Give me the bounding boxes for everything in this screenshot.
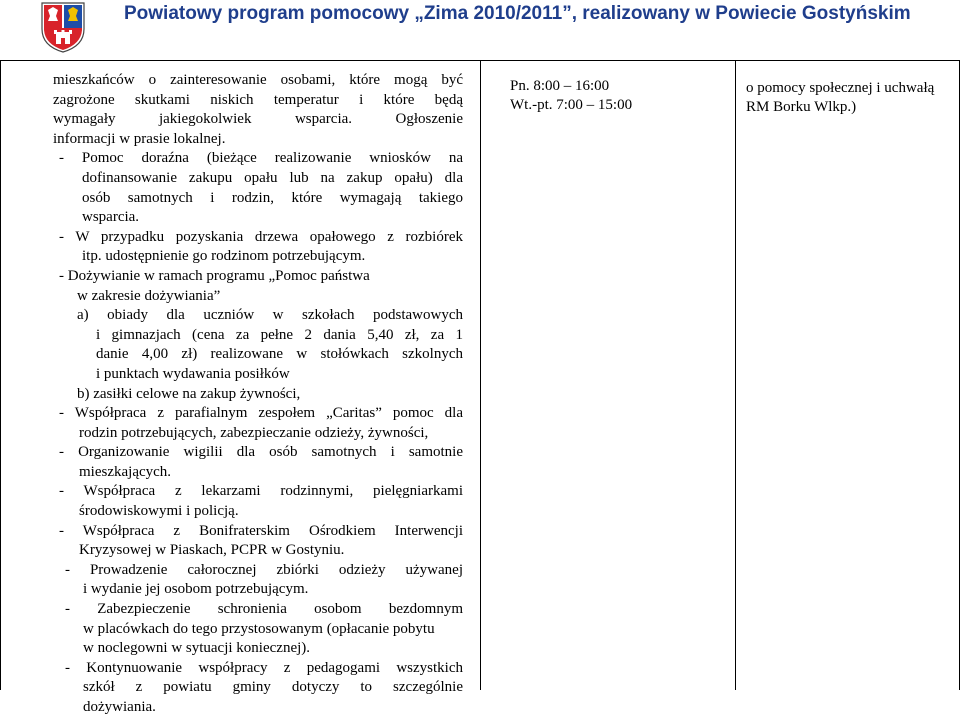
actions-text-line: szkół z powiatu gminy dotyczy to szczególnie [83,679,463,696]
actions-text-line: dofinansowanie zakupu opału lub na zakup opału) dla [82,169,463,186]
actions-text-line: - Kontynuowanie współpracy z pedagogami wszystkich [65,659,463,676]
basis-line: RM Borku Wlkp.) [746,99,857,115]
county-crest-logo [40,1,86,53]
basis-line: o pomocy społecznej i uchwałą [746,80,935,96]
actions-text-line: Kryzysowej w Piaskach, PCPR w Gostyniu. [79,542,345,559]
actions-text-line: informacji w prasie lokalnej. [53,130,226,147]
actions-column [53,71,463,718]
actions-text-line: - Zabezpieczenie schronienia osobom bezdomnym [65,601,463,618]
table-border-left [0,60,1,690]
actions-text-line: w zakresie dożywiania” [77,287,221,304]
actions-text-line: - Dożywianie w ramach programu „Pomoc państwa [59,267,370,284]
actions-text-line: mieszkających. [79,463,172,480]
actions-text-line: - W przypadku pozyskania drzewa opałowego z rozbiórek [59,228,463,245]
actions-text-line: mieszkańców o zainteresowanie osobami, które mogą być [53,72,463,88]
table-divider-1 [480,60,481,690]
hours-line: Pn. 8:00 – 16:00 [510,78,610,94]
page-title: Powiatowy program pomocowy „Zima 2010/2011”, realizowany w Powiecie Gostyńskim [124,3,911,24]
actions-text-line: w placówkach do tego przystosowanym (opłacanie pobytu [83,620,435,637]
actions-text-line: - Prowadzenie całorocznej zbiórki odzieży używanej [65,561,463,578]
actions-text-line: itp. udostępnienie go rodzinom potrzebującym. [82,248,366,265]
hours-line: Wt.-pt. 7:00 – 15:00 [510,97,633,113]
actions-text-line: wsparcia. [82,209,140,226]
actions-text-line: - Współpraca z parafialnym zespołem „Caritas” pomoc dla [59,405,463,422]
actions-text-line: - Organizowanie wigilii dla osób samotnych i samotnie [59,444,463,461]
table-divider-2 [735,60,736,690]
actions-text-line: rodzin potrzebujących, zabezpieczanie odzieży, żywności, [79,424,429,441]
actions-text-line: w noclegowni w sytuacji koniecznej). [83,640,311,657]
actions-text-line: - Współpraca z lekarzami rodzinnymi, pielęgniarkami [59,483,463,500]
actions-text-line: i punktach wydawania posiłków [96,365,290,382]
hours-column [510,77,690,115]
actions-text-line: danie 4,00 zł) realizowane w stołówkach szkolnych [96,346,463,363]
actions-text-line: i gimnazjach (cena za pełne 2 dania 5,40 zł, za 1 [96,326,463,343]
actions-text-line: a) obiady dla uczniów w szkołach podstawowych [77,307,463,324]
actions-text-line: środowiskowymi i policją. [79,503,239,520]
actions-text-line: b) zasiłki celowe na zakup żywności, [77,385,301,402]
basis-column [746,79,958,117]
actions-text-line: - Pomoc doraźna (bieżące realizowanie wniosków na [59,150,463,167]
actions-text-line: - Współpraca z Bonifraterskim Ośrodkiem Interwencji [59,522,463,539]
actions-text-line: osób samotnych i rodzin, które wymagają takiego [82,189,463,206]
actions-text-line: i wydanie jej osobom potrzebującym. [83,581,309,598]
actions-text-line: dożywiania. [83,699,156,715]
actions-text-line: wymagały jakiegokolwiek wsparcia. Ogłoszenie [53,111,463,128]
actions-text-line: zagrożone skutkami niskich temperatur i które będą [53,91,463,108]
